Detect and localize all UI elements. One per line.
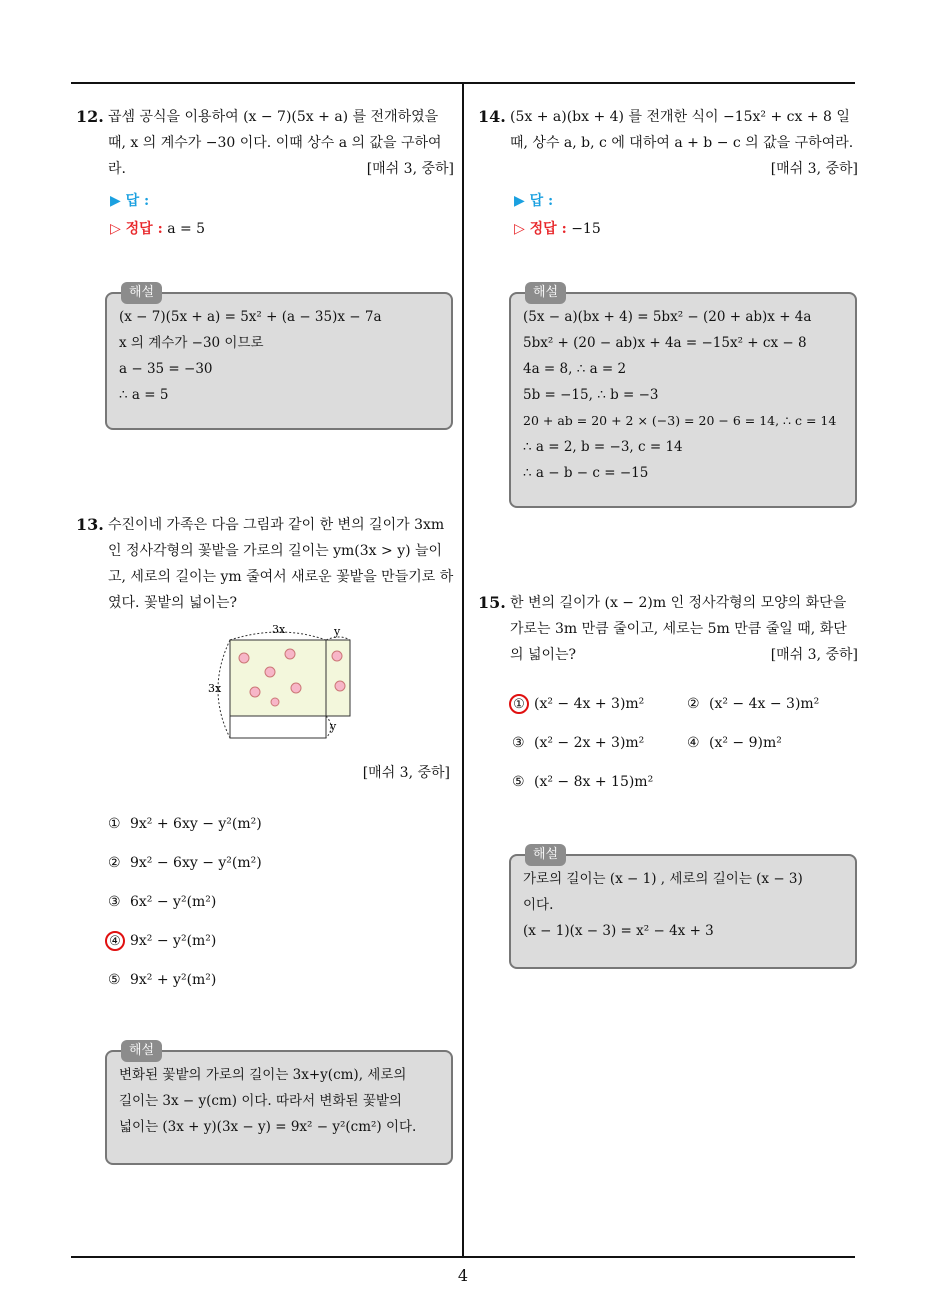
solution-box — [509, 847, 857, 969]
correct-label: ▷ 정답 : — [110, 221, 163, 237]
problem-13 — [76, 512, 454, 616]
answer-line — [110, 190, 149, 210]
option-1[interactable]: ① 9x² + 6xy − y²(m²) — [108, 816, 262, 832]
solution-box — [105, 285, 453, 430]
solution-line: 넓이는 (3x + y)(3x − y) = 9x² − y²(cm²) 이다. — [119, 1119, 417, 1135]
fig-right-label: y — [334, 625, 341, 638]
answer-line — [514, 190, 553, 210]
answer-circle: ① — [509, 694, 529, 714]
problem-number: 12. — [76, 107, 104, 126]
solution-box — [509, 285, 857, 508]
solution-line: 길이는 3x − y(cm) 이다. 따라서 변화된 꽃밭의 — [119, 1093, 402, 1109]
solution-line: ∴ a = 5 — [119, 387, 169, 403]
problem-stem: 한 변의 길이가 (x − 2)m 인 정사각형의 모양의 화단을 가로는 3m 만큼 줄이고, 세로는 5m 만큼 줄일 때, 화단의 넓이는? — [510, 595, 847, 663]
solution-line: ∴ a = 2, b = −3, c = 14 — [523, 439, 683, 455]
problem-stem: (5x + a)(bx + 4) 를 전개한 식이 −15x² + cx + 8 일 때, 상수 a, b, c 에 대하여 a + b − c 의 값을 구하여라. — [510, 109, 854, 151]
solution-tag: 해설 — [121, 1040, 162, 1062]
option-1[interactable]: ① (x² − 4x + 3)m² — [512, 694, 687, 714]
option-row — [512, 772, 852, 811]
problem-source: [매쉬 3, 중하] — [362, 765, 450, 781]
option-row — [512, 694, 852, 733]
option-3[interactable]: ③ (x² − 2x + 3)m² — [512, 735, 645, 751]
option-4[interactable]: ④ (x² − 9)m² — [687, 735, 782, 751]
problem-number: 13. — [76, 515, 104, 534]
page-number: 4 — [457, 1266, 469, 1285]
options-15 — [512, 694, 852, 811]
problem-12 — [76, 104, 454, 182]
answer-circle: ④ — [105, 931, 125, 951]
option-2[interactable]: ② (x² − 4x − 3)m² — [687, 696, 820, 712]
option-2[interactable]: ② 9x² − 6xy − y²(m²) — [108, 855, 262, 871]
correct-answer-line — [514, 218, 601, 238]
options-13 — [108, 814, 262, 1009]
solution-line: 4a = 8, ∴ a = 2 — [523, 361, 627, 377]
option-5[interactable]: ⑤ (x² − 8x + 15)m² — [512, 774, 654, 790]
solution-line: x 의 계수가 −30 이므로 — [119, 335, 264, 351]
solution-line: 가로의 길이는 (x − 1) , 세로의 길이는 (x − 3) — [523, 871, 803, 887]
option-row — [512, 733, 852, 772]
solution-line: 변화된 꽃밭의 가로의 길이는 3x+y(cm), 세로의 — [119, 1067, 407, 1083]
problem-14 — [478, 104, 858, 182]
option-5[interactable]: ⑤ 9x² + y²(m²) — [108, 972, 217, 988]
problem-source: [매쉬 3, 중하] — [770, 647, 858, 663]
option-3[interactable]: ③ 6x² − y²(m²) — [108, 894, 217, 910]
fig-left-label: 3x — [208, 682, 222, 695]
answer-label: ▶ 답 : — [110, 193, 150, 209]
solution-line: 5bx² + (20 − ab)x + 4a = −15x² + cx − 8 — [523, 335, 807, 351]
correct-value: −15 — [571, 221, 601, 237]
problem-source: [매쉬 3, 중하] — [770, 161, 858, 177]
solution-tag: 해설 — [525, 844, 566, 866]
solution-box — [105, 1043, 453, 1165]
option-4[interactable]: ④ 9x² − y²(m²) — [108, 931, 262, 970]
solution-line: (5x − a)(bx + 4) = 5bx² − (20 + ab)x + 4a — [523, 309, 812, 325]
fig-top-label: 3x — [272, 623, 286, 636]
solution-tag: 해설 — [525, 282, 566, 304]
solution-tag: 해설 — [121, 282, 162, 304]
fig-bottom-label: y — [330, 720, 337, 733]
correct-label: ▷ 정답 : — [514, 221, 567, 237]
solution-line: (x − 7)(5x + a) = 5x² + (a − 35)x − 7a — [119, 309, 382, 325]
problem-number: 14. — [478, 107, 506, 126]
garden-figure — [200, 620, 360, 745]
column-divider — [462, 82, 464, 1257]
solution-line: (x − 1)(x − 3) = x² − 4x + 3 — [523, 923, 714, 939]
answer-label: ▶ 답 : — [514, 193, 554, 209]
solution-line: 이다. — [523, 897, 554, 913]
solution-line: 5b = −15, ∴ b = −3 — [523, 387, 659, 403]
correct-answer-line — [110, 218, 205, 238]
correct-value: a = 5 — [167, 221, 206, 237]
solution-line: a − 35 = −30 — [119, 361, 213, 377]
problem-number: 15. — [478, 593, 506, 612]
solution-line: ∴ a − b − c = −15 — [523, 465, 649, 481]
problem-source: [매쉬 3, 중하] — [366, 161, 454, 177]
problem-stem: 곱셈 공식을 이용하여 (x − 7)(5x + a) 를 전개하였을 때, x 의 계수가 −30 이다. 이때 상수 a 의 값을 구하여라. — [108, 109, 442, 177]
solution-line: 20 + ab = 20 + 2 × (−3) = 20 − 6 = 14, ∴ c = 14 — [523, 413, 837, 428]
problem-stem: 수진이네 가족은 다음 그림과 같이 한 변의 길이가 3xm 인 정사각형의 꽃밭을 가로의 길이는 ym(3x > y) 늘이고, 세로의 길이는 ym 줄여서 새로운 꽃밭을 만들기로 하였다. 꽃밭의 넓이는? — [108, 517, 454, 611]
problem-15 — [478, 590, 858, 668]
